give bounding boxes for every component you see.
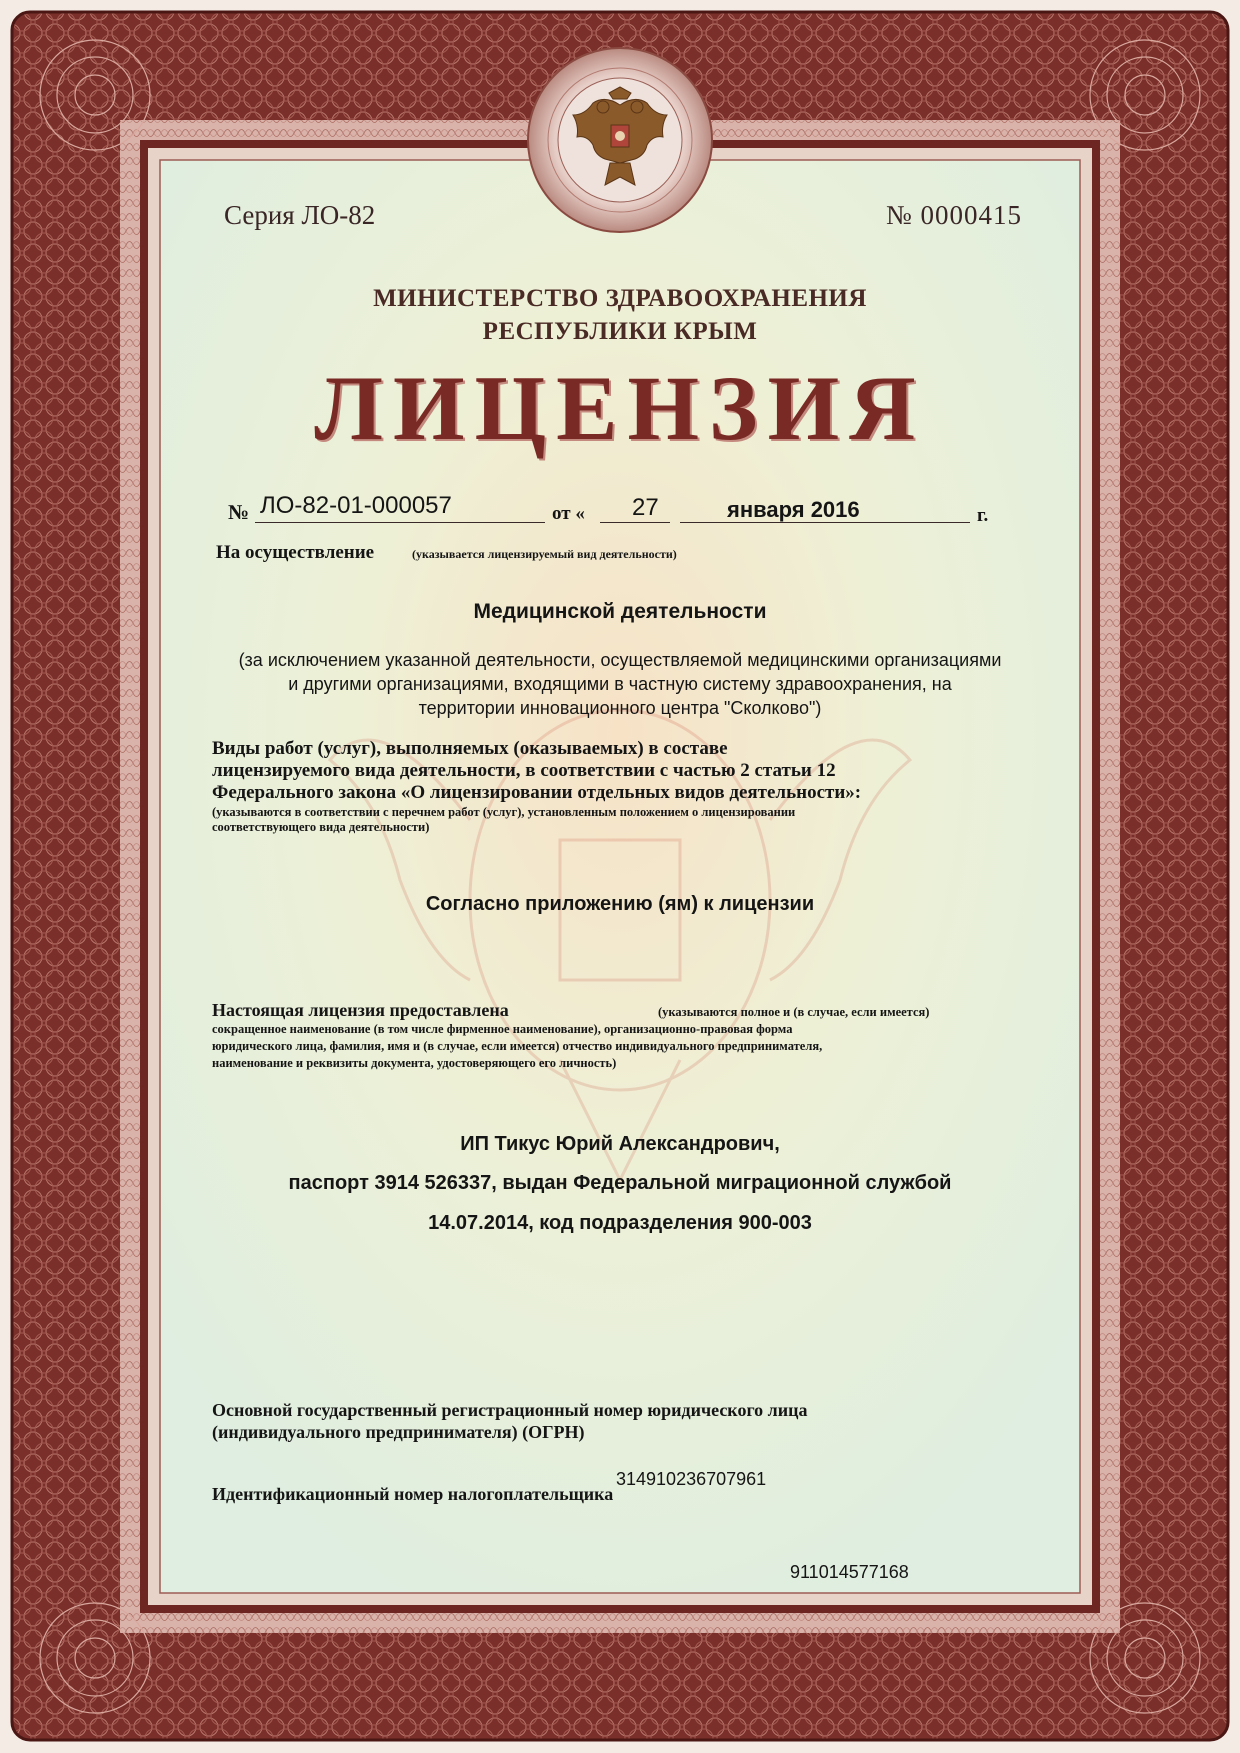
document-title: ЛИЦЕНЗИЯ	[314, 357, 926, 459]
license-number-underline	[255, 522, 545, 523]
works-label-3: Федерального закона «О лицензировании отдельных видов деятельности»:	[212, 782, 862, 803]
from-prefix: от «	[552, 503, 585, 524]
works-hint-2: соответствующего вида деятельности)	[212, 820, 430, 834]
activity-exclusion-1: (за исключением указанной деятельности, осуществляемой медицинскими организациями	[238, 650, 1002, 670]
activity-name: Медицинской деятельности	[473, 600, 767, 623]
ogrn-label-2: (индивидуального предпринимателя) (ОГРН)	[212, 1422, 585, 1442]
activity-label: На осуществление	[216, 542, 375, 563]
inn-value: 911014577168	[790, 1562, 909, 1582]
holder-passport: паспорт 3914 526337, выдан Федеральной миграционной службой	[288, 1172, 952, 1194]
holder-hint-4: наименование и реквизиты документа, удостоверяющего его личность)	[212, 1056, 617, 1070]
works-value: Согласно приложению (ям) к лицензии	[425, 893, 815, 915]
activity-exclusion-2: и другими организациями, входящими в частную систему здравоохранения, на	[288, 674, 952, 694]
holder-hint-2: сокращенное наименование (в том числе фирменное наименование), организационно-правовая форма	[212, 1022, 793, 1036]
series-label: Серия ЛО-82	[224, 200, 376, 230]
works-label-1: Виды работ (услуг), выполняемых (оказываемых) в составе	[212, 738, 728, 759]
license-no-prefix: №	[228, 500, 250, 524]
holder-name: ИП Тикус Юрий Александрович,	[460, 1133, 780, 1155]
license-number: ЛО-82-01-000057	[260, 492, 452, 519]
license-month-year: января 2016	[727, 497, 860, 522]
double-headed-eagle-icon	[565, 85, 675, 200]
works-label-2: лицензируемого вида деятельности, в соответствии с частью 2 статьи 12	[212, 760, 836, 781]
issuer-line-1: МИНИСТЕРСТВО ЗДРАВООХРАНЕНИЯ	[373, 285, 867, 312]
blank-number: № 0000415	[886, 200, 1023, 230]
holder-label: Настоящая лицензия предоставлена	[212, 1000, 509, 1020]
inn-label: Идентификационный номер налогоплательщика	[212, 1484, 614, 1504]
month-year-underline	[680, 522, 970, 523]
license-day: 27	[632, 494, 659, 521]
year-suffix: г.	[977, 505, 989, 526]
holder-passport-date: 14.07.2014, код подразделения 900-003	[428, 1212, 812, 1234]
ogrn-value: 314910236707961	[616, 1469, 767, 1489]
holder-hint-3: юридического лица, фамилия, имя и (в случае, если имеется) отчество индивидуального предпринимателя,	[212, 1039, 823, 1053]
issuer-line-2: РЕСПУБЛИКИ КРЫМ	[482, 318, 758, 345]
ogrn-label-1: Основной государственный регистрационный номер юридического лица	[212, 1400, 808, 1420]
holder-hint-1: (указываются полное и (в случае, если имеется)	[658, 1005, 930, 1019]
activity-hint: (указывается лицензируемый вид деятельности)	[412, 547, 677, 561]
works-hint-1: (указываются в соответствии с перечнем работ (услуг), установленным положением о лицензировании	[212, 805, 796, 819]
activity-exclusion-3: территории инновационного центра "Сколково")	[418, 698, 822, 718]
day-underline	[600, 522, 670, 523]
